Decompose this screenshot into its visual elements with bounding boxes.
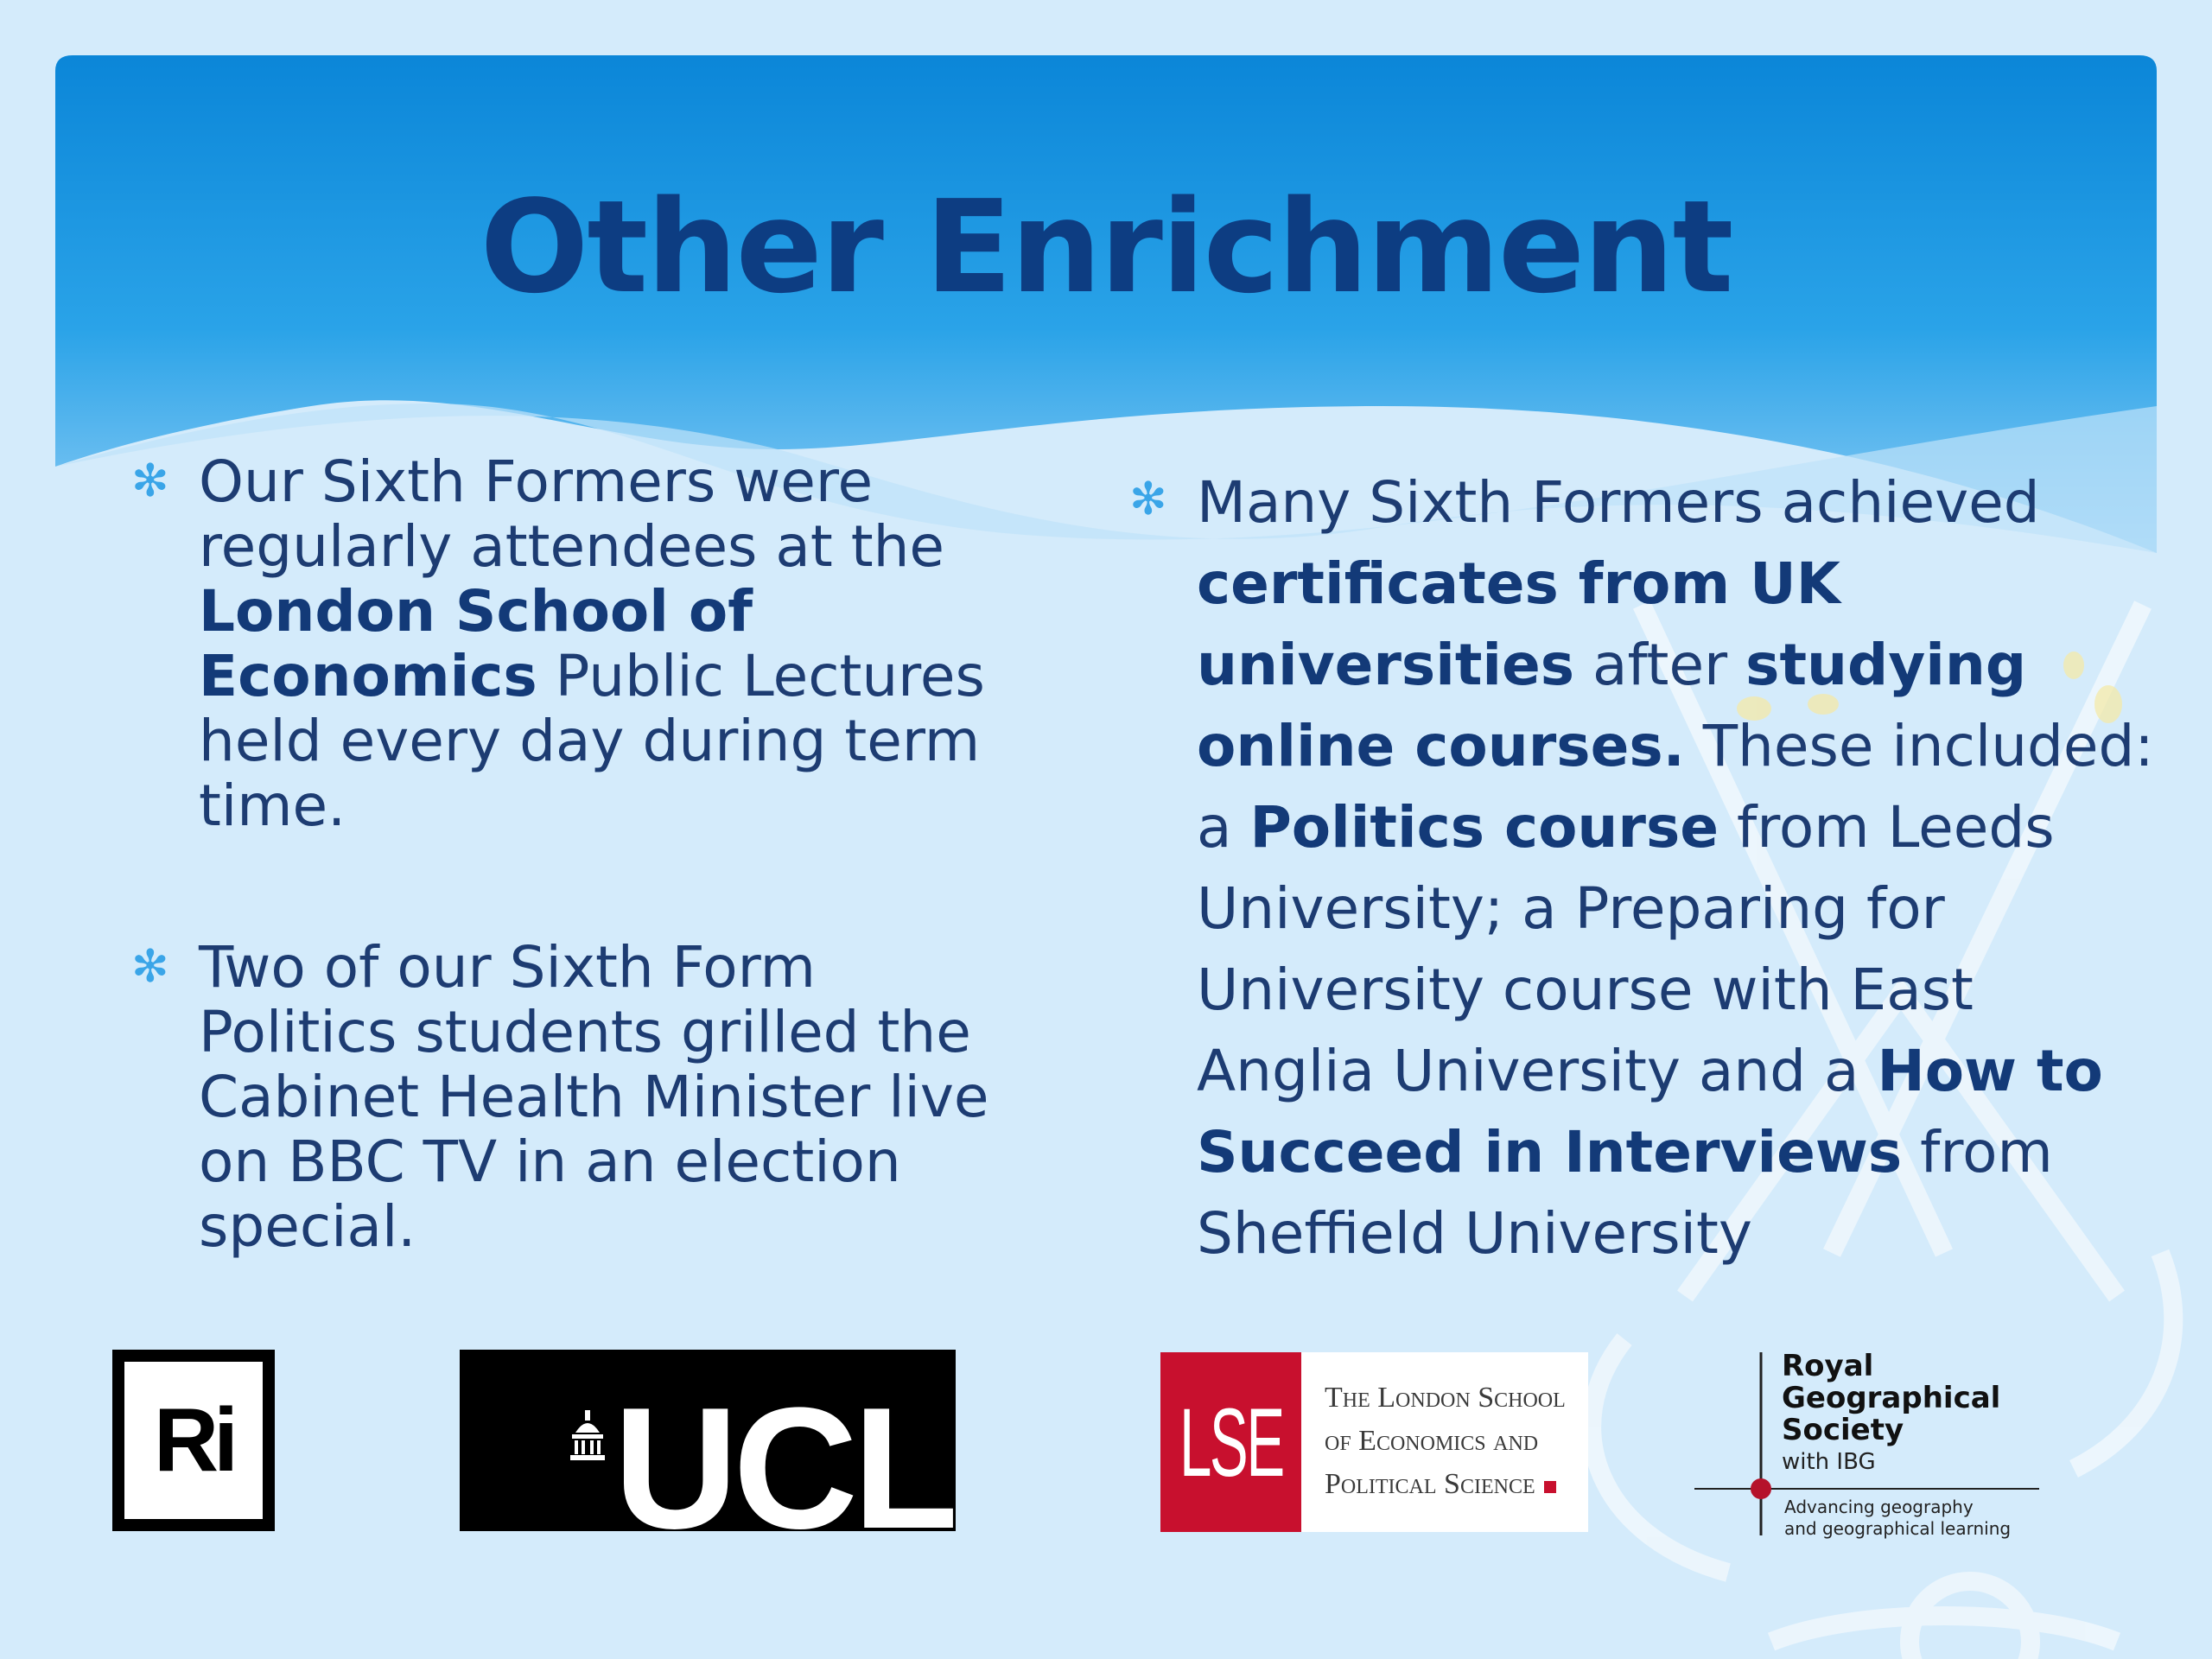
- ri-logo: [112, 1350, 275, 1531]
- bullet-text: from Leeds University; a Preparing for University course with East Anglia University and a: [1197, 794, 2055, 1104]
- ri-logo-text: Ri: [124, 1362, 263, 1519]
- lse-mark-text: LSE: [1179, 1388, 1283, 1497]
- lse-name-line: [1325, 1463, 1584, 1506]
- asterisk-icon: ✻: [131, 455, 169, 507]
- bullet-text: Two of our Sixth Form Politics students grilled the Cabinet Health Minister live on BBC TV in an election special.: [199, 934, 989, 1260]
- lse-square-icon: [1544, 1481, 1556, 1493]
- rgs-tagline: [1784, 1497, 2011, 1540]
- left-column: [130, 449, 1011, 1259]
- lse-name-line: The London School: [1325, 1382, 1566, 1414]
- slide-title: Other Enrichment: [480, 173, 1732, 321]
- rgs-tagline-line: and geographical learning: [1784, 1518, 2012, 1539]
- bullet-bbc-tv: [130, 935, 1011, 1259]
- asterisk-icon: ✻: [131, 941, 169, 993]
- lse-logo-mark: [1160, 1352, 1301, 1532]
- rgs-name-line: Society: [1782, 1413, 1904, 1447]
- bullet-online-courses: [1128, 462, 2164, 1274]
- bullet-text: Public Lectures held every day during term time.: [199, 643, 985, 839]
- spacer: [130, 838, 1011, 935]
- rgs-name-line: Royal: [1782, 1349, 1874, 1383]
- bullet-bold-text: London School of Economics: [199, 578, 753, 709]
- bullet-text: Our Sixth Formers were regularly attendees at the: [199, 448, 945, 580]
- bullet-text: from Sheffield University: [1197, 1119, 2053, 1267]
- bullet-lse-lectures: [130, 449, 1011, 838]
- ucl-logo: [460, 1350, 956, 1531]
- bullet-bold-text: How to Succeed in Interviews: [1197, 1038, 2103, 1185]
- bullet-bold-text: studying online courses.: [1197, 632, 2027, 779]
- lse-logo-name: [1325, 1376, 1584, 1506]
- bullet-bold-text: Politics course: [1249, 794, 1719, 861]
- bullet-text: Many Sixth Formers achieved: [1197, 469, 2040, 536]
- rgs-name-line: Geographical: [1782, 1381, 2001, 1415]
- bullet-bold-text: certificates from UK universities: [1197, 550, 1840, 698]
- lse-logo: [1160, 1352, 1588, 1532]
- bullet-text: after: [1574, 632, 1746, 698]
- lse-name-line-text: Political Science: [1325, 1468, 1535, 1500]
- bullet-text: These included: a: [1197, 713, 2154, 861]
- lse-name-line: of Economics and: [1325, 1425, 1539, 1457]
- portico-icon: [570, 1410, 605, 1462]
- ucl-logo-text: UCL: [613, 1372, 954, 1531]
- rgs-tagline-line: Advancing geography: [1784, 1497, 1974, 1517]
- rgs-with-ibg: with IBG: [1782, 1449, 1876, 1475]
- asterisk-icon: ✻: [1129, 474, 1167, 525]
- rgs-logo-name: [1782, 1351, 2000, 1446]
- rgs-logo: [1689, 1344, 2052, 1542]
- right-column: [1128, 462, 2164, 1274]
